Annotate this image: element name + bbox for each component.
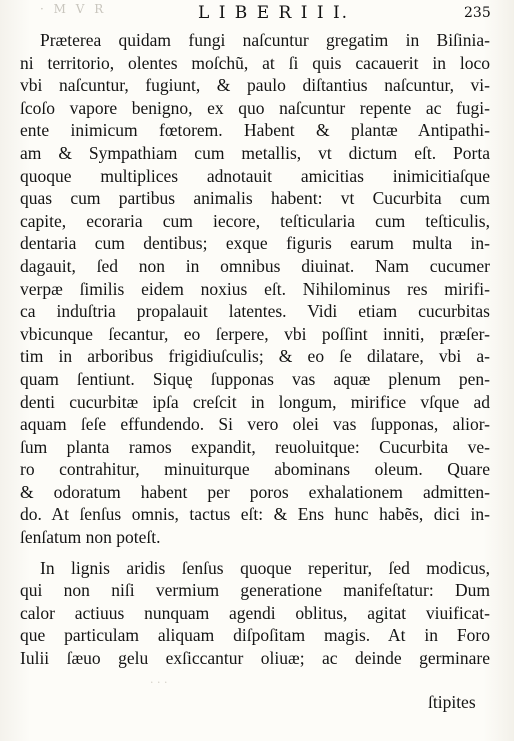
- text-line: tim in arboribus frigidiuſculis; & eo ſe dilatare, vbi a-: [20, 346, 490, 367]
- text-line: am & Sympathiam cum metallis, vt dictum eſt. Porta: [20, 142, 490, 163]
- text-line: ro contrahitur, minuiturque abominans oleum. Quare: [20, 459, 490, 480]
- text-line: ſum planta ramos expandit, reuoluitque: Cucurbita ve-: [20, 436, 490, 457]
- text-line: verpæ ſimilis eidem noxius eſt. Nihilominus res mirifi-: [20, 278, 490, 299]
- page-number: 235: [464, 5, 491, 21]
- catchword: ſtipites: [428, 692, 476, 712]
- text-line: ſenſatum non poteſt.: [20, 527, 161, 548]
- text-line: qui non niſi vermium generatione manifeſtatur: Dum: [20, 580, 490, 601]
- text-line: vbi naſcuntur, fugiunt, & paulo diſtantius naſcuntur, vi-: [20, 75, 490, 96]
- text-line: dentaria cum dentibus; exque figuris earum multa in-: [20, 233, 490, 254]
- text-line: denti cucurbitæ ipſa creſcit in longum, mirifice vſque ad: [20, 391, 490, 412]
- text-line: aquam ſeſe effundendo. Si vero olei vas ſupponas, alior-: [20, 414, 490, 435]
- paragraph-gap: [20, 549, 490, 557]
- text-line: capite, ecoraria cum iecore, teſticularia cum teſticulis,: [20, 210, 490, 231]
- bleed-through-mark: · · ·: [150, 676, 168, 689]
- text-block: [20, 29, 490, 670]
- text-line: dagauit, ſed non in omnibus diuinat. Nam cucumer: [20, 255, 490, 276]
- text-line: que particulam aliquam diſpoſitam magis. At in Foro: [20, 625, 490, 646]
- text-line: & odoratum habent per poros exhalationem admitten-: [20, 481, 490, 502]
- text-line: ente inimicum fœtorem. Habent & plantæ Antipathi-: [20, 120, 490, 141]
- text-line: ſcoſo vapore benigno, ex quo naſcuntur repente ac fugi-: [20, 97, 490, 118]
- running-head: L I B E R I I I.: [198, 3, 350, 23]
- text-line: vbicunque ſecantur, eo ſerpere, vbi poſſint inniti, præſer-: [20, 323, 490, 344]
- page-header: [0, 3, 514, 25]
- text-line: ni territorio, olentes moſchũ, at ſi quis cacauerit in loco: [20, 52, 490, 73]
- text-line: quam ſentiunt. Siquę ſupponas vas aquæ plenum pen-: [20, 368, 490, 389]
- text-line: Præterea quidam fungi naſcuntur gregatim in Biſinia-: [40, 30, 490, 50]
- text-line: Iulii ſæuo gelu exſiccantur oliuæ; ac deinde germinare: [20, 648, 490, 669]
- text-line: calor actiuus nunquam agendi oblitus, agitat viuificat-: [20, 602, 490, 623]
- text-line: quas cum partibus animalis habent: vt Cucurbita cum: [20, 188, 490, 209]
- text-line: ca induſtria propalauit latentes. Vidi etiam cucurbitas: [20, 301, 490, 322]
- text-line: In lignis aridis ſenſus quoque reperitur, ſed modicus,: [40, 557, 490, 578]
- text-line: quoque multiplices adnotauit amicitias inimicitiaſque: [20, 165, 490, 186]
- text-line: do. At ſenſus omnis, tactus eſt: & Ens hunc habẽs, dici in-: [20, 504, 490, 525]
- bleed-through-text: · M V R: [40, 2, 107, 16]
